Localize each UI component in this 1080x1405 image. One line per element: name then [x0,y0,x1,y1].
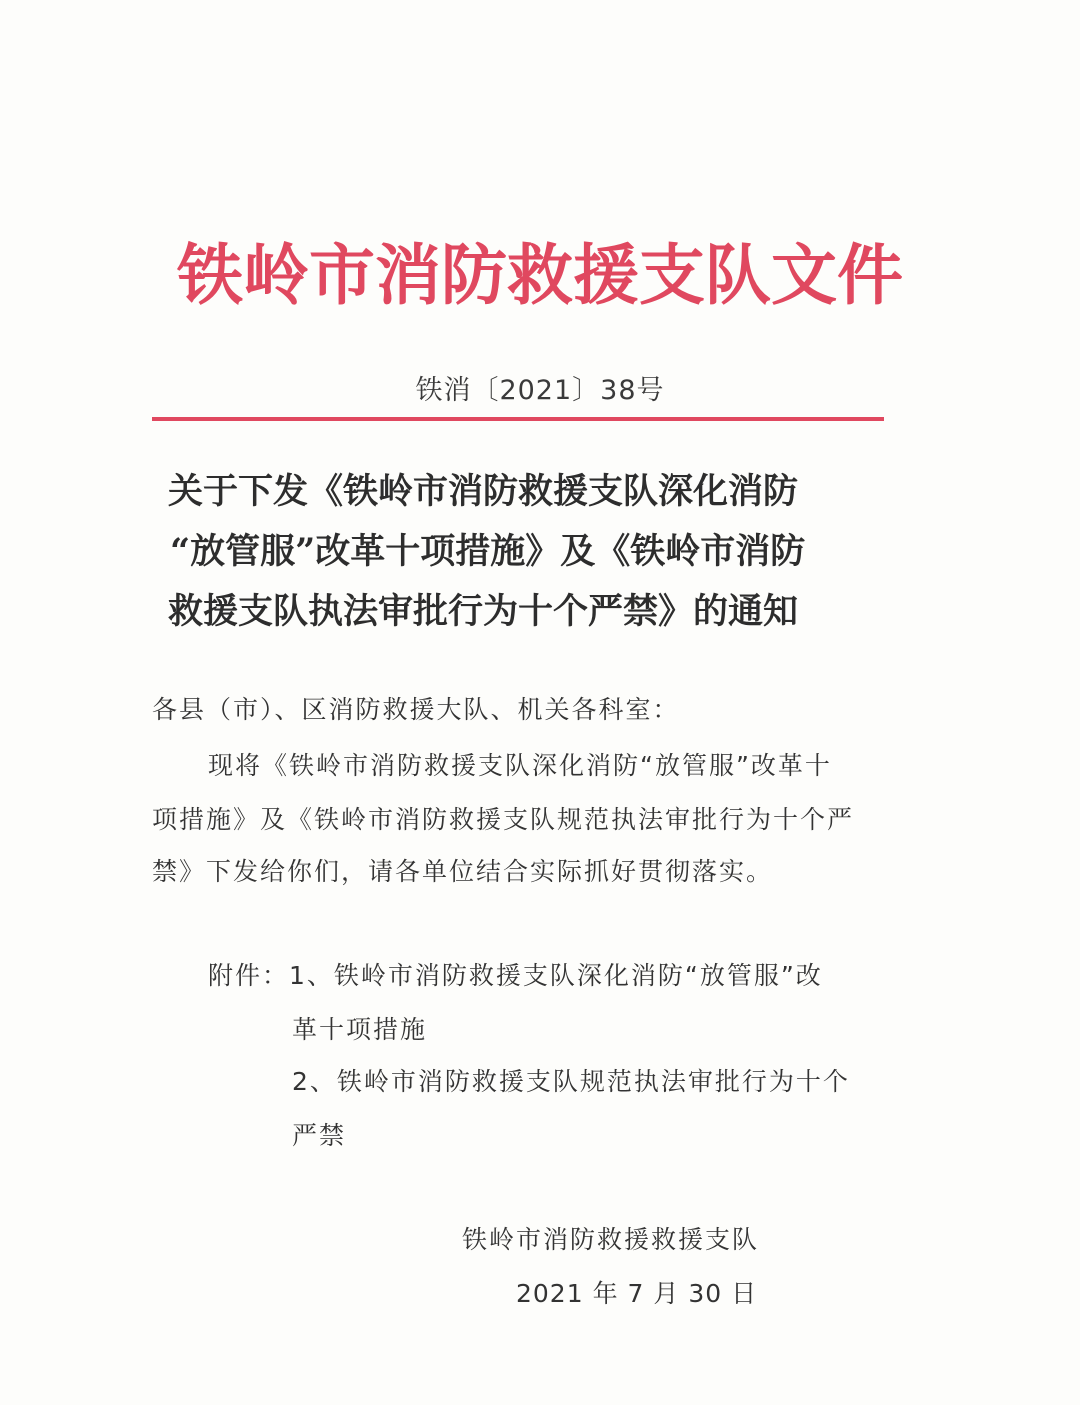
attachment-line: 附件：1、铁岭市消防救援支队深化消防“放管服”改 [208,961,823,990]
notice-title-line: “放管服”改革十项措施》及《铁岭市消防 [170,531,806,572]
attachment-line: 2、铁岭市消防救援支队规范执法审批行为十个 [292,1067,850,1096]
document-number: 铁消〔2021〕38号 [415,375,665,406]
signature-organization: 铁岭市消防救援救援支队 [462,1225,760,1254]
addressee: 各县（市）、区消防救援大队、机关各科室： [152,695,680,724]
body-paragraph-line: 现将《铁岭市消防救援支队深化消防“放管服”改革十 [208,751,832,780]
body-paragraph-line: 项措施》及《铁岭市消防救援支队规范执法审批行为十个严 [152,805,855,834]
document-header-title: 铁岭市消防救援支队文件 [177,236,903,314]
notice-title [150,462,910,642]
red-divider-line [152,417,884,421]
attachment-line: 严禁 [292,1121,347,1150]
body-paragraph-line: 禁》下发给你们，请各单位结合实际抓好贯彻落实。 [152,857,774,886]
notice-title-line: 关于下发《铁岭市消防救援支队深化消防 [168,471,799,512]
attachment-line: 革十项措施 [292,1015,428,1044]
signature-date: 2021 年 7 月 30 日 [516,1279,758,1308]
notice-title-line: 救援支队执法审批行为十个严禁》的通知 [168,591,799,632]
